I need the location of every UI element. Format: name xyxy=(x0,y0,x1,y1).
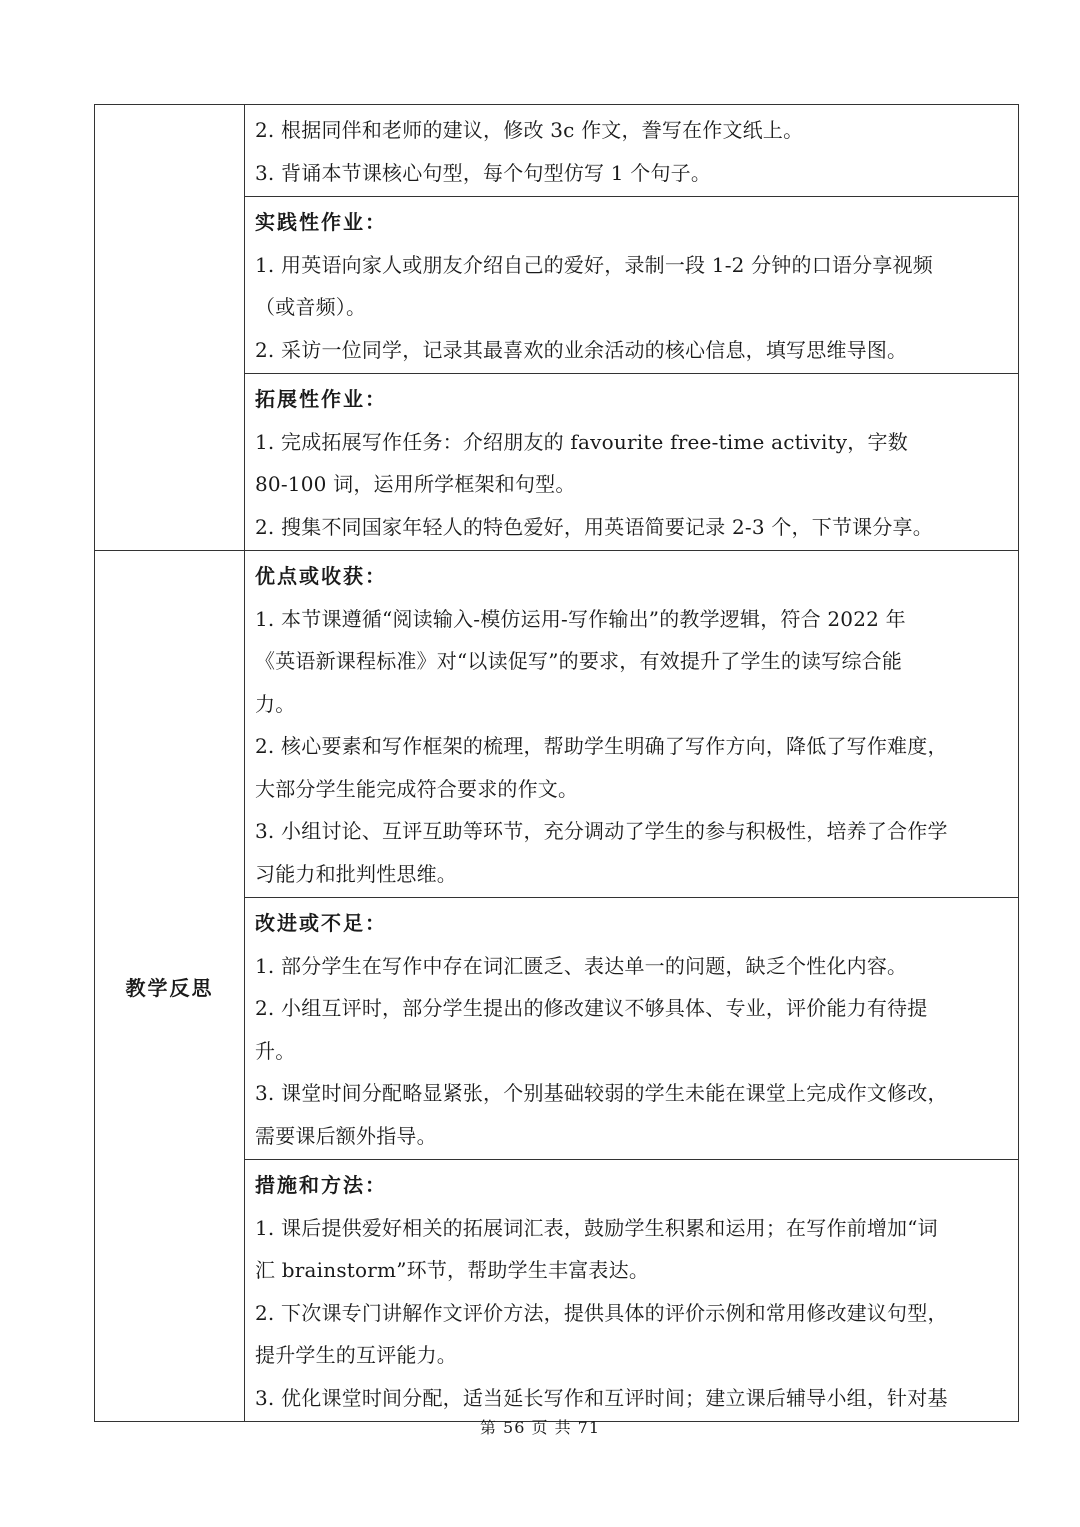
extension-heading: 拓展性作业： xyxy=(255,387,387,411)
strengths-cell xyxy=(245,551,1019,898)
extension-homework-cell xyxy=(245,374,1019,551)
weaknesses-cell xyxy=(245,898,1019,1160)
text-line: 力。 xyxy=(255,691,296,716)
page-number-footer: 第 56 页 共 71 xyxy=(479,1418,601,1437)
reflection-label: 教学反思 xyxy=(95,551,245,1422)
text-line: 2. 搜集不同国家年轻人的特色爱好，用英语简要记录 2-3 个，下节课分享。 xyxy=(255,514,933,539)
text-line: 2. 根据同伴和老师的建议，修改 3c 作文，誊写在作文纸上。 xyxy=(255,118,804,142)
homework-label-cell xyxy=(95,105,245,551)
text-line: 《英语新课程标准》对“以读促写”的要求，有效提升了学生的读写综合能 xyxy=(255,649,903,673)
lesson-plan-table xyxy=(94,104,1019,1422)
text-line: 提升学生的互评能力。 xyxy=(255,1343,457,1367)
weaknesses-heading: 改进或不足： xyxy=(255,911,387,935)
text-line: 汇 brainstorm”环节，帮助学生丰富表达。 xyxy=(255,1258,650,1282)
strengths-heading: 优点或收获： xyxy=(255,564,387,588)
text-line: 1. 部分学生在写作中存在词汇匮乏、表达单一的问题，缺乏个性化内容。 xyxy=(255,953,908,978)
homework-written-row xyxy=(95,105,1019,197)
practice-heading: 实践性作业： xyxy=(255,210,387,234)
text-line: 2. 核心要素和写作框架的梳理，帮助学生明确了写作方向，降低了写作难度， xyxy=(255,734,948,758)
practice-homework-cell xyxy=(245,197,1019,374)
text-line: 2. 小组互评时，部分学生提出的修改建议不够具体、专业，评价能力有待提 xyxy=(255,996,928,1020)
text-line: 1. 完成拓展写作任务：介绍朋友的 favourite free-time activity，字数 xyxy=(255,429,908,454)
text-line: 大部分学生能完成符合要求的作文。 xyxy=(255,776,579,801)
text-line: 1. 用英语向家人或朋友介绍自己的爱好，录制一段 1-2 分钟的口语分享视频 xyxy=(255,252,933,277)
text-line: （或音频）。 xyxy=(255,295,367,319)
text-line: 3. 背诵本节课核心句型，每个句型仿写 1 个句子。 xyxy=(255,160,712,185)
text-line: 80-100 词，运用所学框架和句型。 xyxy=(255,472,576,496)
text-line: 升。 xyxy=(255,1038,296,1063)
text-line: 3. 课堂时间分配略显紧张，个别基础较弱的学生未能在课堂上完成作文修改， xyxy=(255,1081,948,1105)
text-line: 习能力和批判性思维。 xyxy=(255,861,457,886)
reflection-strengths-row xyxy=(95,551,1019,898)
text-line: 1. 本节课遵循“阅读输入-模仿运用-写作输出”的教学逻辑，符合 2022 年 xyxy=(255,606,906,631)
text-line: 2. 下次课专门讲解作文评价方法，提供具体的评价示例和常用修改建议句型， xyxy=(255,1300,948,1325)
measures-heading: 措施和方法： xyxy=(255,1173,387,1197)
text-line: 3. 优化课堂时间分配，适当延长写作和互评时间；建立课后辅导小组，针对基 xyxy=(255,1385,948,1410)
measures-cell xyxy=(245,1160,1019,1422)
text-line: 3. 小组讨论、互评互助等环节，充分调动了学生的参与积极性，培养了合作学 xyxy=(255,819,948,843)
written-homework-cell xyxy=(245,105,1019,197)
text-line: 2. 采访一位同学，记录其最喜欢的业余活动的核心信息，填写思维导图。 xyxy=(255,337,908,362)
text-line: 1. 课后提供爱好相关的拓展词汇表，鼓励学生积累和运用；在写作前增加“词 xyxy=(255,1215,938,1240)
text-line: 需要课后额外指导。 xyxy=(255,1123,437,1148)
